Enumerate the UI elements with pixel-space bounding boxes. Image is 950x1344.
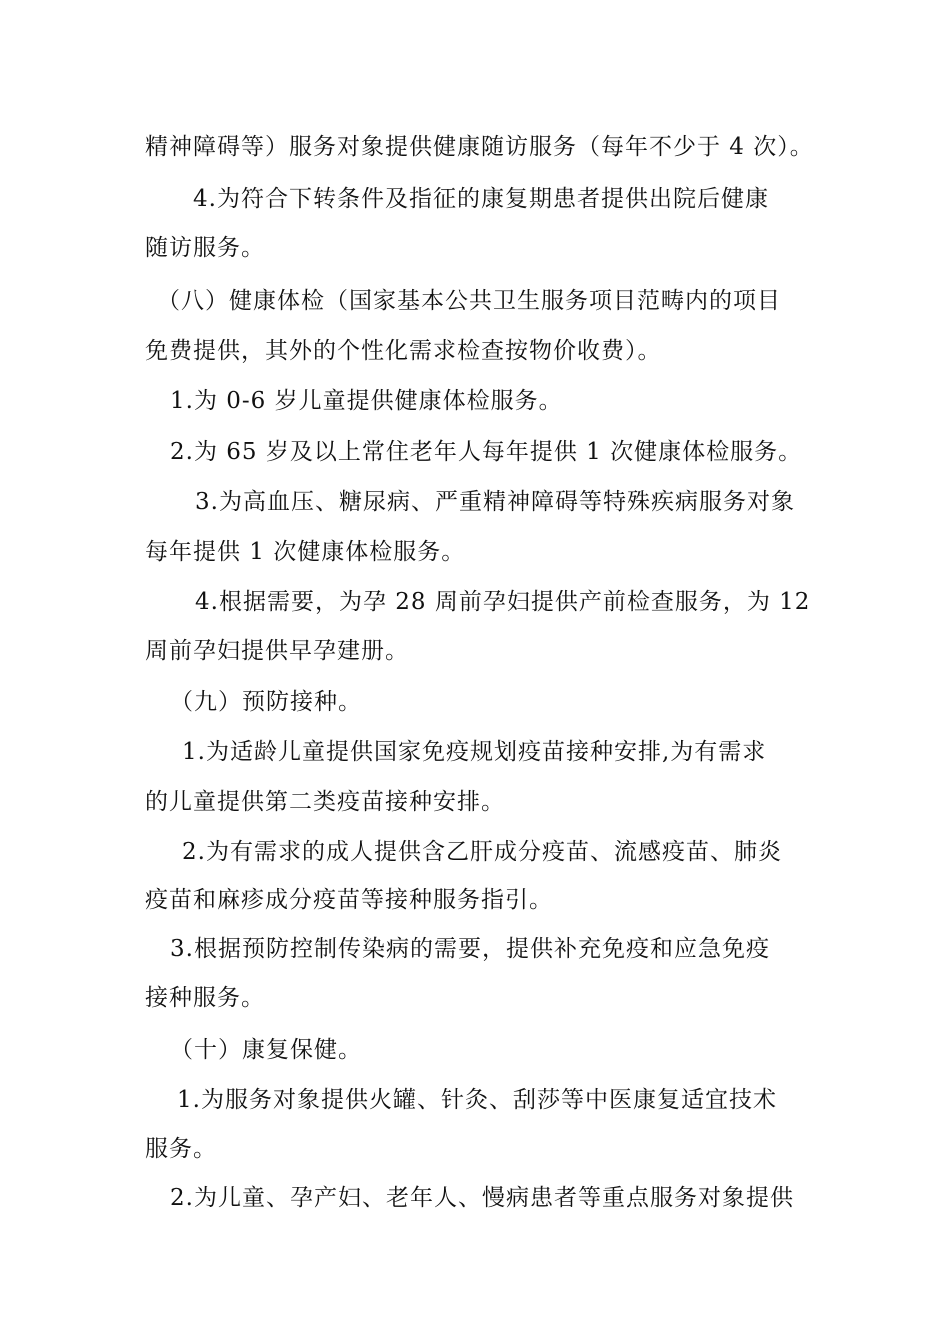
text-line: 服务。 — [145, 1136, 217, 1162]
section-heading: （十）康复保健。 — [170, 1037, 362, 1063]
text-line: 免费提供，其外的个性化需求检查按物价收费）。 — [145, 338, 662, 364]
text-line: 1.为 0-6 岁儿童提供健康体检服务。 — [170, 388, 563, 414]
text-line: 4.为符合下转条件及指征的康复期患者提供出院后健康 — [193, 186, 769, 212]
text-line: 2.为儿童、孕产妇、老年人、慢病患者等重点服务对象提供 — [170, 1185, 794, 1211]
text-line: 精神障碍等）服务对象提供健康随访服务（每年不少于 4 次）。 — [145, 134, 814, 160]
section-heading: （八）健康体检（国家基本公共卫生服务项目范畴内的项目 — [157, 288, 781, 314]
text-line: 4.根据需要，为孕 28 周前孕妇提供产前检查服务，为 12 — [195, 589, 811, 615]
text-line: 3.根据预防控制传染病的需要，提供补充免疫和应急免疫 — [170, 936, 770, 962]
text-line: 2.为有需求的成人提供含乙肝成分疫苗、流感疫苗、肺炎 — [182, 839, 782, 865]
text-line: 2.为 65 岁及以上常住老年人每年提供 1 次健康体检服务。 — [170, 439, 803, 465]
text-line: 的儿童提供第二类疫苗接种安排。 — [145, 789, 505, 815]
section-heading: （九）预防接种。 — [170, 689, 362, 715]
text-line: 周前孕妇提供早孕建册。 — [145, 638, 409, 664]
text-line: 1.为适龄儿童提供国家免疫规划疫苗接种安排,为有需求 — [182, 739, 767, 765]
text-line: 3.为高血压、糖尿病、严重精神障碍等特殊疾病服务对象 — [195, 489, 795, 515]
text-line: 随访服务。 — [145, 235, 265, 261]
text-line: 接种服务。 — [145, 985, 265, 1011]
text-line: 每年提供 1 次健康体检服务。 — [145, 539, 466, 565]
text-line: 1.为服务对象提供火罐、针灸、刮莎等中医康复适宜技术 — [177, 1087, 777, 1113]
text-line: 疫苗和麻疹成分疫苗等接种服务指引。 — [145, 887, 553, 913]
